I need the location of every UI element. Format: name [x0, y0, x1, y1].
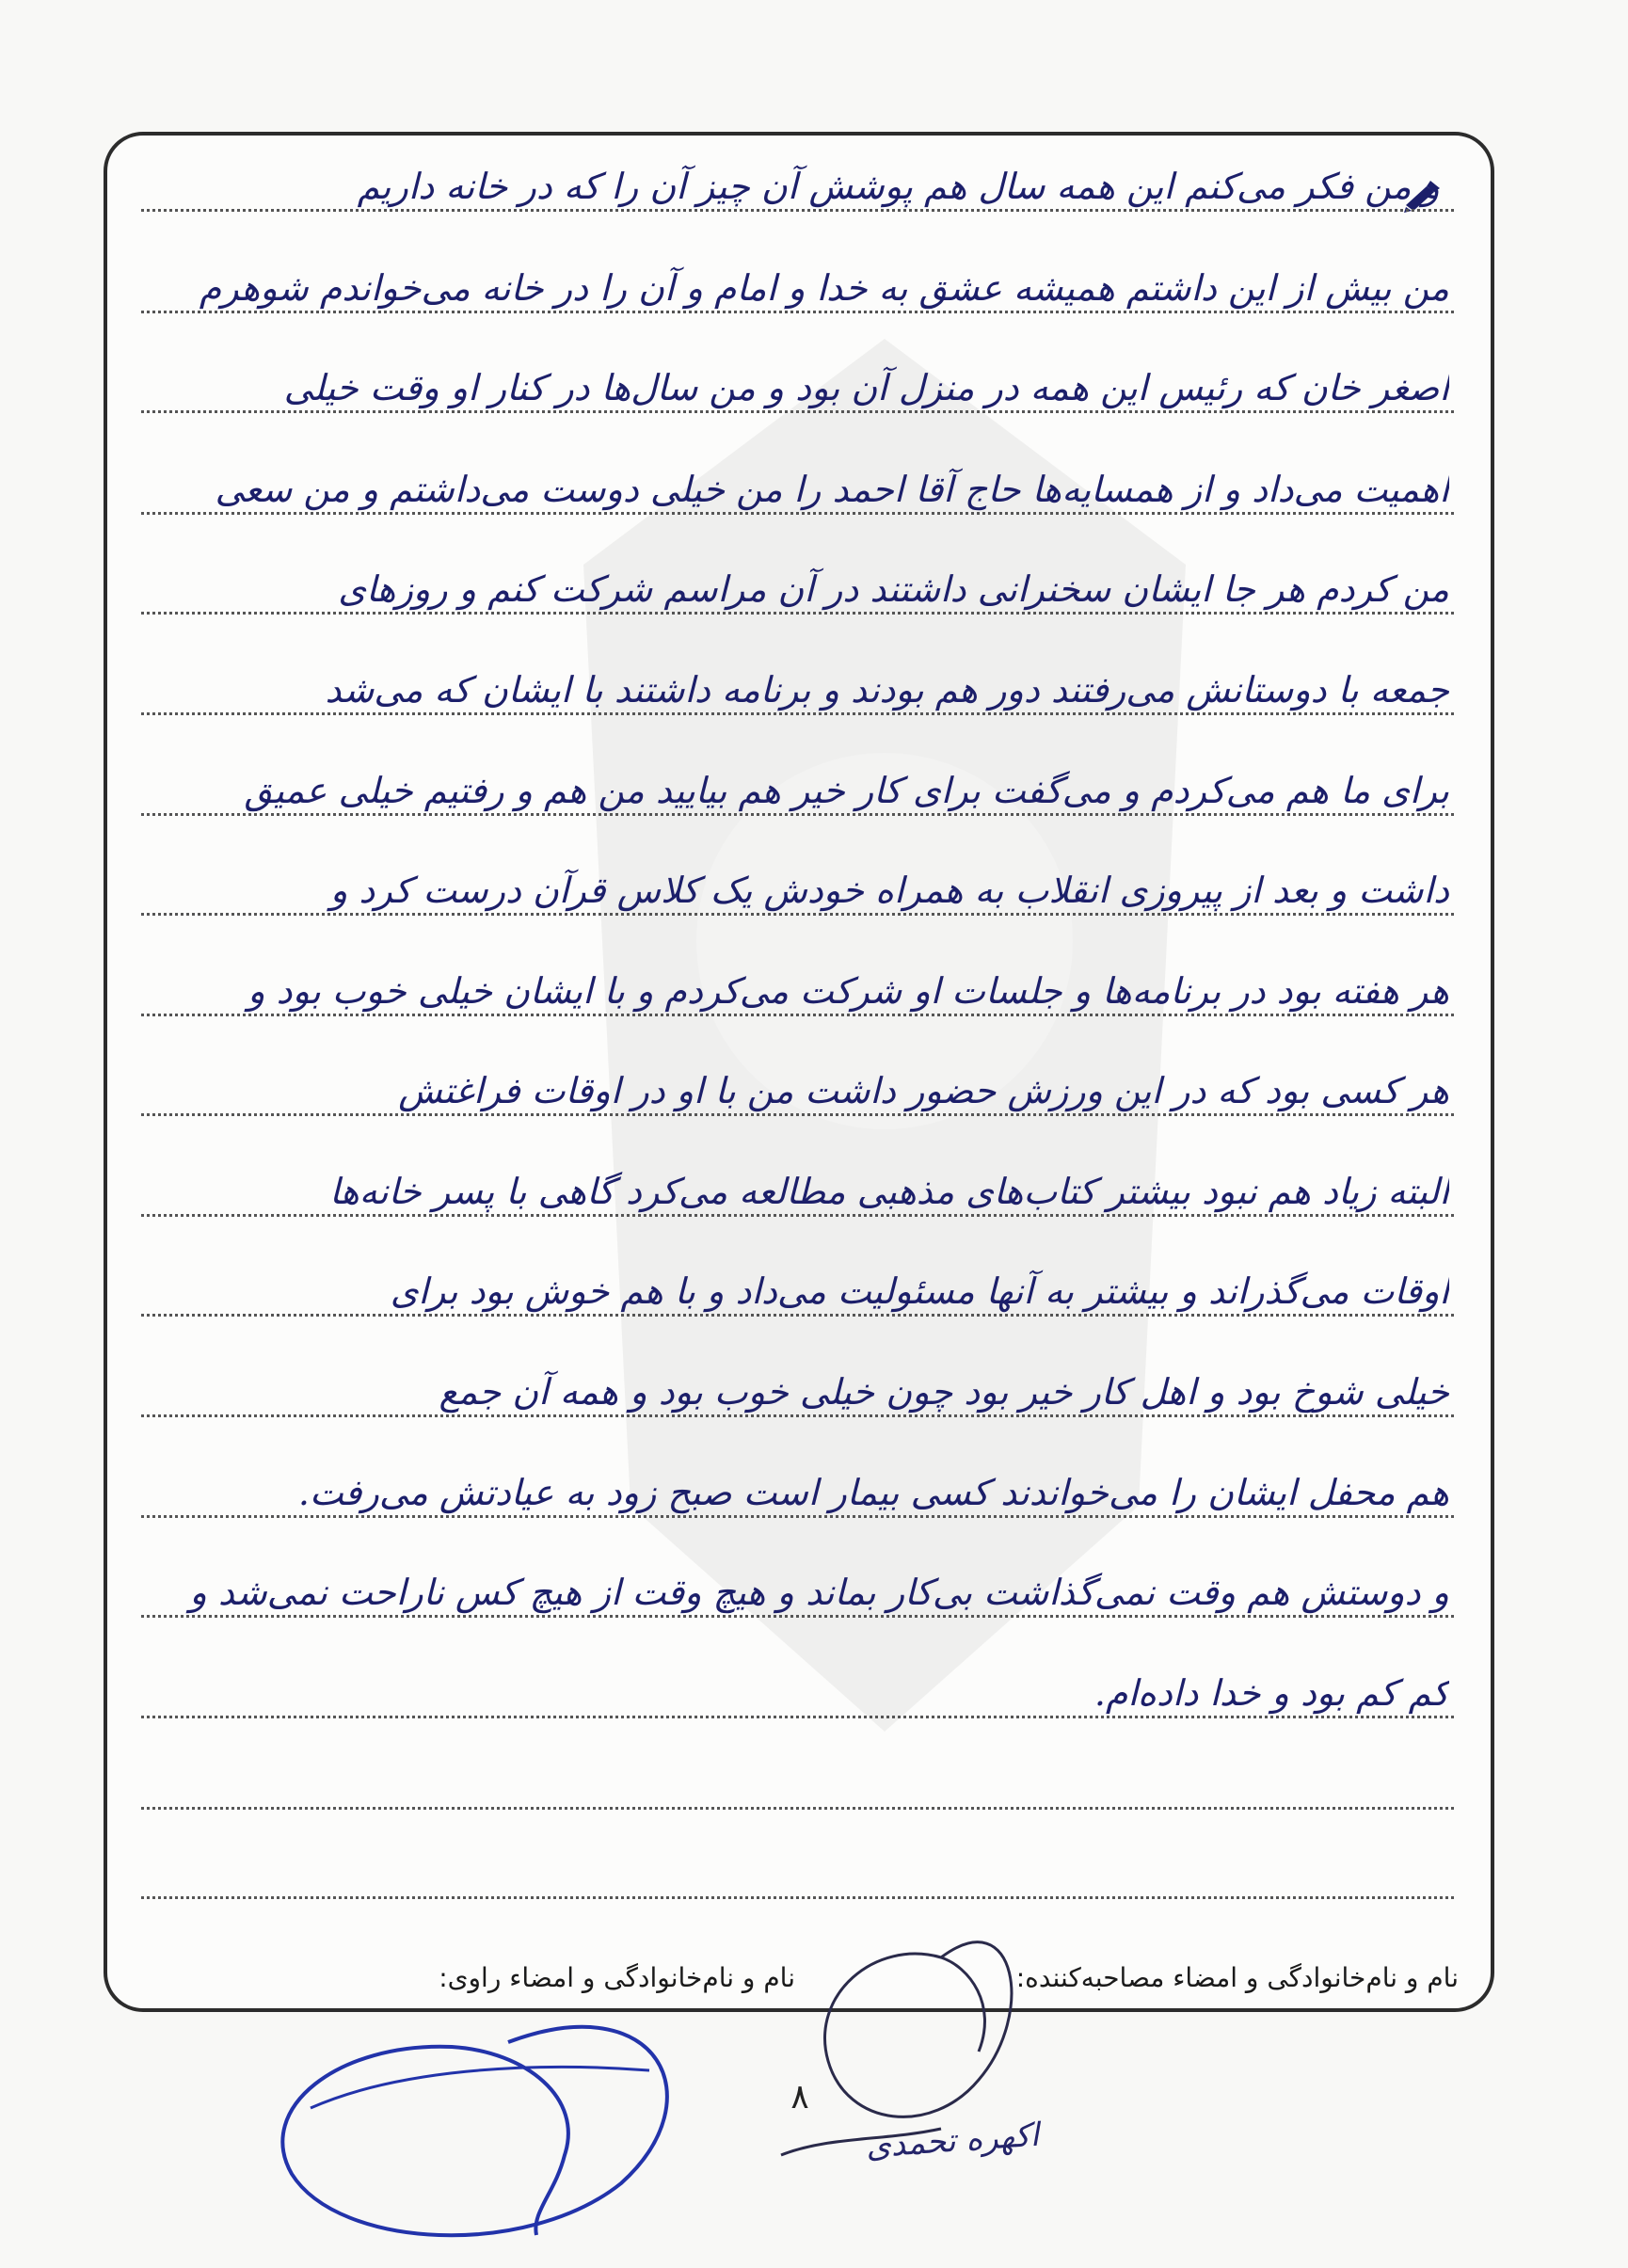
handwritten-line-9: هر هفته بود در برنامه‌ها و جلسات او شرکت می‌کردم و با ایشان خیلی خوب بود و: [247, 970, 1449, 1012]
handwritten-line-12: اوقات می‌گذراند و بیشتر به آنها مسئولیت می‌داد و با هم خوش بود برای: [390, 1270, 1449, 1312]
handwritten-line-6: جمعه با دوستانش می‌رفتند دور هم بودند و برنامه داشتند با ایشان که می‌شد: [325, 669, 1449, 711]
handwritten-line-8: داشت و بعد از پیروزی انقلاب به همراه خودش یک کلاس قرآن درست کرد و: [329, 870, 1449, 911]
handwritten-line-15: و دوستش هم وقت نمی‌گذاشت بی‌کار بماند و هیچ وقت از هیچ کس ناراحت نمی‌شد و: [189, 1572, 1449, 1613]
handwritten-line-4: اهمیت می‌داد و از همسایه‌ها حاج آقا احمد را من خیلی دوست می‌داشتم و من سعی: [215, 469, 1449, 510]
signature-name: اکهره تحمدی: [864, 2116, 1041, 2166]
narrator-signature: [282, 2027, 667, 2235]
handwritten-line-1: و من فکر می‌کنم این همه سال هم پوشش آن چیز آن را که در خانه داریم: [357, 166, 1440, 207]
page-number: ۸: [790, 2078, 809, 2116]
handwritten-line-7: برای ما هم می‌کردم و می‌گفت برای کار خیر هم بیایید من هم و رفتیم خیلی عمیق: [244, 770, 1449, 811]
handwritten-line-10: هر کسی بود که در این ورزش حضور داشت من با او در اوقات فراغتش: [398, 1070, 1449, 1111]
handwritten-line-13: خیلی شوخ بود و اهل کار خیر بود چون خیلی خوب بود و همه آن جمع: [439, 1371, 1449, 1413]
handwritten-line-5: من کردم هر جا ایشان سخنرانی داشتند در آن مراسم شرکت کنم و روزهای: [338, 568, 1449, 610]
handwritten-line-3: اصغر خان که رئیس این همه در منزل آن بود و من سال‌ها در کنار او وقت خیلی: [283, 367, 1449, 408]
handwritten-line-11: البته زیاد هم نبود بیشتر کتاب‌های مذهبی مطالعه می‌کرد گاهی با پسر خانه‌ها: [329, 1171, 1449, 1212]
handwritten-line-16: کم کم بود و خدا داده‌ام.: [1093, 1672, 1449, 1714]
interviewer-label: نام و نام‌خانوادگی و امضاء مصاحبه‌کننده:: [1015, 1962, 1459, 1993]
interviewer-signature: [825, 1942, 1012, 2117]
handwritten-line-2: من بیش از این داشتم همیشه عشق به خدا و امام و آن را در خانه می‌خواندم شوهرم: [199, 267, 1449, 309]
narrator-label: نام و نام‌خانوادگی و امضاء راوی:: [439, 1962, 795, 1993]
handwritten-line-14: هم محفل ایشان را می‌خواندند کسی بیمار است صبح زود به عیادتش می‌رفت.: [297, 1472, 1449, 1513]
